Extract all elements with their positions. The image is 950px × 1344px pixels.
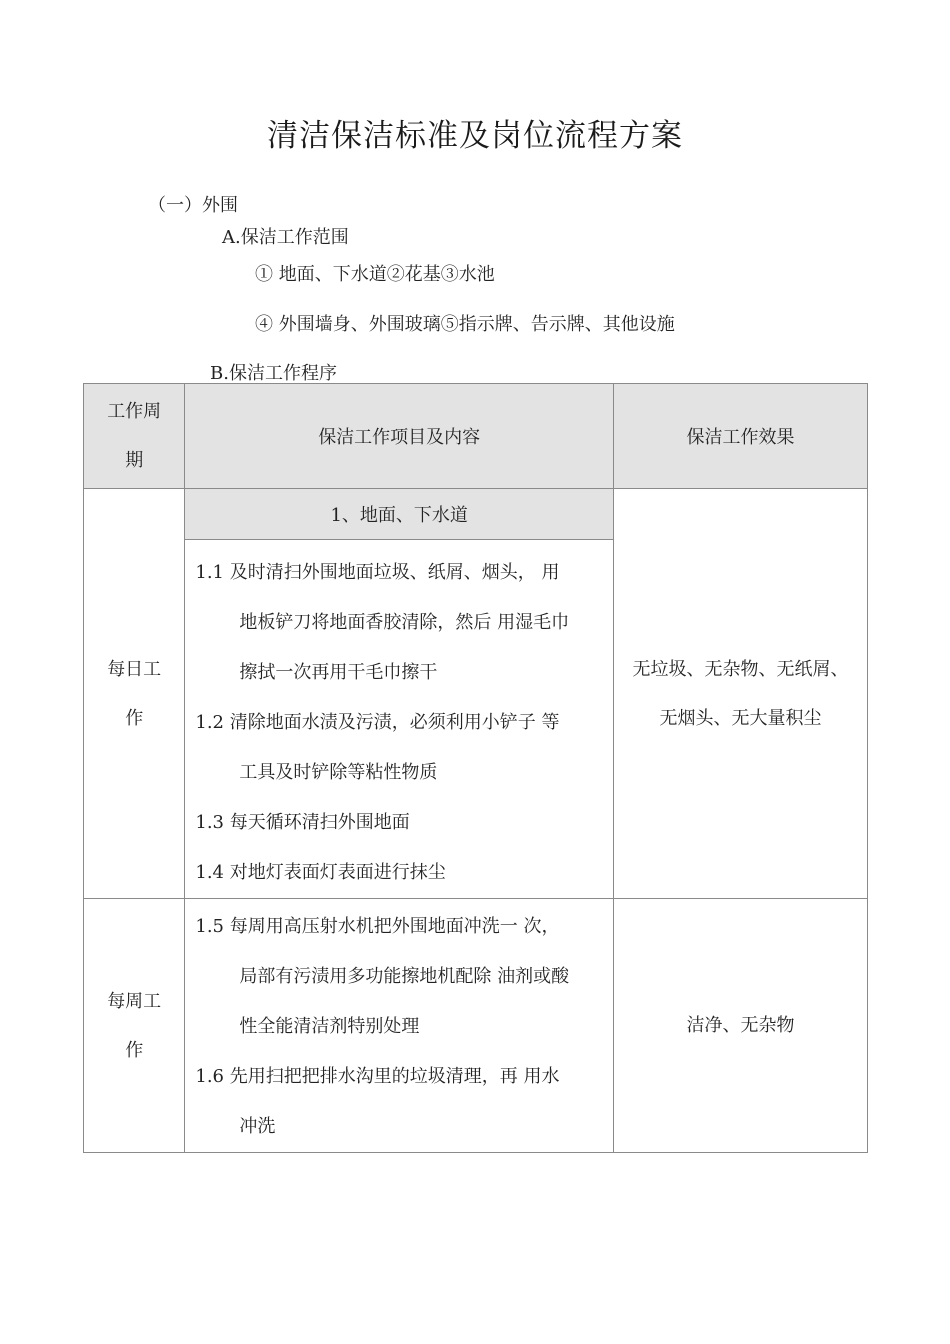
daily-content-cell — [185, 540, 614, 899]
item-line: 工具及时铲除等粘性物质 — [239, 762, 438, 783]
list-item — [185, 798, 613, 848]
daily-period-cell — [84, 489, 185, 899]
item-line: 1.1 及时清扫外围地面垃圾、纸屑、烟头， 用 — [195, 562, 560, 583]
scope-heading: A.保洁工作范围 — [222, 227, 349, 248]
item-line: 冲洗 — [239, 1116, 276, 1137]
item-line: 地板铲刀将地面香胶清除，然后 用湿毛巾 — [239, 612, 570, 633]
period-line: 作 — [125, 1039, 144, 1061]
item-line: 擦拭一次再用干毛巾擦干 — [239, 662, 438, 683]
table-row-daily-sub — [84, 489, 868, 540]
header-content: 保洁工作项目及内容 — [185, 384, 614, 489]
list-item — [185, 548, 613, 698]
procedure-heading: B.保洁工作程序 — [210, 363, 337, 384]
period-line: 作 — [125, 707, 144, 729]
list-item — [185, 1052, 613, 1152]
item-line: 1.2 清除地面水渍及污渍，必须利用小铲子 等 — [195, 712, 560, 733]
weekly-content-cell — [185, 899, 614, 1153]
header-effect: 保洁工作效果 — [614, 384, 868, 489]
period-line: 每日工 — [107, 658, 162, 680]
item-line: 1.5 每周用高压射水机把外围地面冲洗一 次， — [195, 916, 560, 937]
header-period-line: 期 — [125, 450, 144, 471]
item-line: 1.4 对地灯表面灯表面进行抹尘 — [195, 862, 446, 883]
scope-item: ④ 外围墙身、外围玻璃⑤指示牌、告示牌、其他设施 — [255, 314, 675, 335]
table-row-weekly — [84, 899, 868, 1153]
scope-item: ① 地面、下水道②花基③水池 — [255, 264, 495, 285]
daily-effect-cell — [614, 489, 868, 899]
item-line: 性全能清洁剂特别处理 — [239, 1016, 420, 1037]
list-item — [185, 698, 613, 798]
list-item — [185, 848, 613, 898]
section-heading: （一）外围 — [148, 195, 238, 216]
period-line: 每周工 — [107, 990, 162, 1012]
weekly-period-cell — [84, 899, 185, 1153]
daily-subheader: 1、地面、下水道 — [185, 489, 614, 540]
header-period-line: 工作周 — [107, 401, 162, 422]
header-period — [84, 384, 185, 489]
item-line: 1.3 每天循环清扫外围地面 — [195, 812, 410, 833]
item-line: 局部有污渍用多功能擦地机配除 油剂或酸 — [239, 966, 570, 987]
page-title: 清洁保洁标准及岗位流程方案 — [267, 118, 683, 154]
weekly-effect-cell: 洁净、无杂物 — [614, 899, 868, 1153]
item-line: 1.6 先用扫把把排水沟里的垃圾清理，再 用水 — [195, 1066, 560, 1087]
procedure-table — [83, 383, 868, 1153]
effect-line: 无垃圾、无杂物、无纸屑、 — [632, 658, 849, 680]
effect-line: 无烟头、无大量积尘 — [659, 707, 822, 729]
table-header-row — [84, 384, 868, 489]
list-item — [185, 902, 613, 1052]
